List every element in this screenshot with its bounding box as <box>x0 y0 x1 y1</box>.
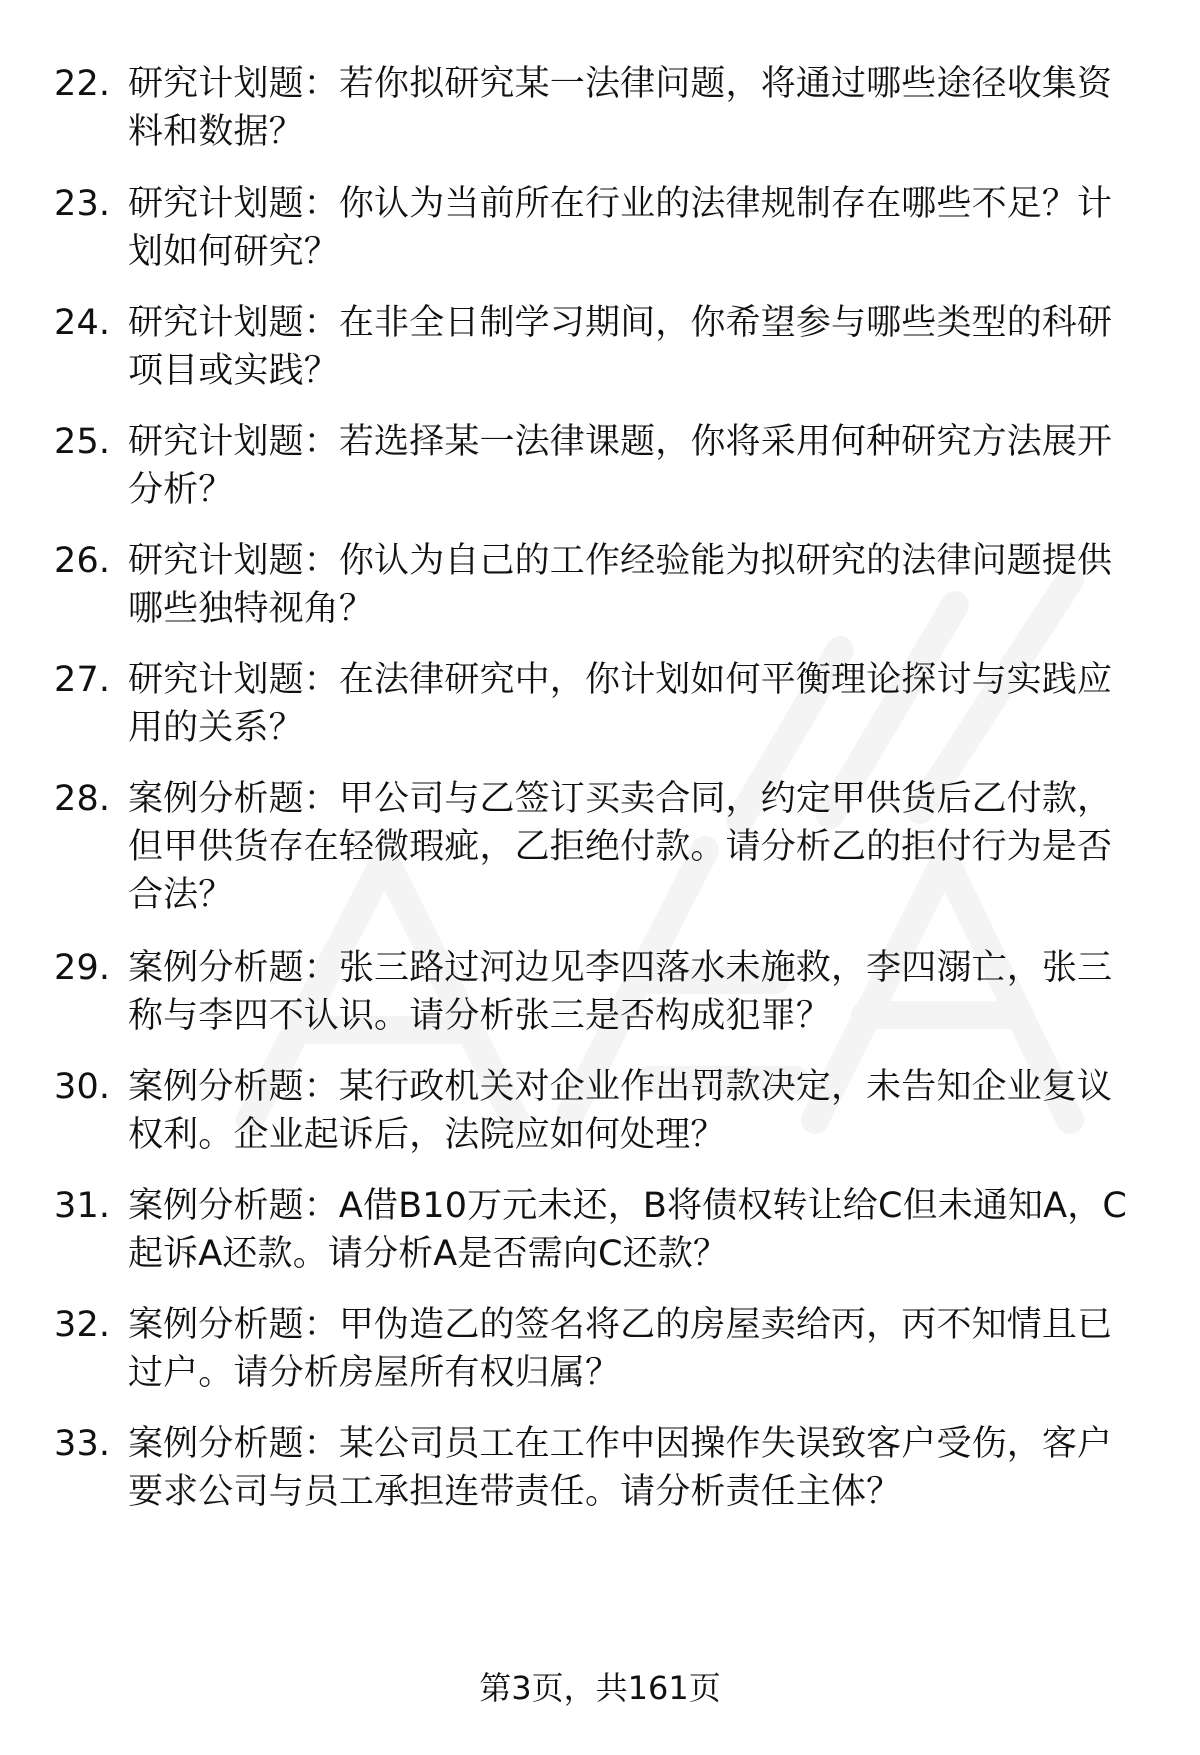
question-text <box>128 656 1138 752</box>
question-line: 研究计划题：若选择某一法律课题，你将采用何种研究方法展开 <box>128 422 1113 462</box>
question-line: 分析？ <box>128 470 234 510</box>
question-number: 30. <box>54 1067 111 1107</box>
question-line: 研究计划题：你认为当前所在行业的法律规制存在哪些不足？计 <box>128 184 1113 224</box>
question-number: 28. <box>54 779 111 819</box>
question-line: 案例分析题：甲伪造乙的签名将乙的房屋卖给丙，丙不知情且已 <box>128 1305 1113 1345</box>
question-text <box>128 299 1138 395</box>
question-line: 起诉A还款。请分析A是否需向C还款？ <box>128 1234 729 1274</box>
question-line: 案例分析题：某行政机关对企业作出罚款决定，未告知企业复议 <box>128 1067 1113 1107</box>
question-text <box>128 1420 1138 1516</box>
question-line: 案例分析题：某公司员工在工作中因操作失误致客户受伤，客户 <box>128 1424 1113 1464</box>
question-line: 研究计划题：若你拟研究某一法律问题，将通过哪些途径收集资 <box>128 64 1113 104</box>
question-number: 23. <box>54 184 111 224</box>
question-text <box>128 1182 1138 1278</box>
question-line: 用的关系？ <box>128 708 304 748</box>
question-line: 案例分析题：张三路过河边见李四落水未施救，李四溺亡，张三 <box>128 948 1113 988</box>
question-text <box>128 537 1138 633</box>
question-line: 划如何研究？ <box>128 232 339 272</box>
question-line: 要求公司与员工承担连带责任。请分析责任主体？ <box>128 1472 902 1512</box>
question-line: 研究计划题：在非全日制学习期间，你希望参与哪些类型的科研 <box>128 303 1113 343</box>
question-line: 权利。企业起诉后，法院应如何处理？ <box>128 1115 726 1155</box>
question-number: 22. <box>54 64 111 104</box>
question-text <box>128 944 1138 1040</box>
question-text <box>128 60 1138 156</box>
question-text <box>128 1301 1138 1397</box>
question-text <box>128 775 1138 919</box>
question-text <box>128 1063 1138 1159</box>
question-line: 研究计划题：你认为自己的工作经验能为拟研究的法律问题提供 <box>128 541 1113 581</box>
question-line: 过户。请分析房屋所有权归属？ <box>128 1353 621 1393</box>
question-line: 但甲供货存在轻微瑕疵，乙拒绝付款。请分析乙的拒付行为是否 <box>128 827 1113 867</box>
question-text <box>128 180 1138 276</box>
question-number: 33. <box>54 1424 111 1464</box>
question-number: 32. <box>54 1305 111 1345</box>
question-number: 24. <box>54 303 111 343</box>
question-number: 25. <box>54 422 111 462</box>
question-text <box>128 418 1138 514</box>
question-number: 29. <box>54 948 111 988</box>
page-footer: 第3页，共161页 <box>479 1669 721 1707</box>
question-line: 料和数据？ <box>128 112 304 152</box>
question-line: 哪些独特视角？ <box>128 589 375 629</box>
question-line: 研究计划题：在法律研究中，你计划如何平衡理论探讨与实践应 <box>128 660 1113 700</box>
question-line: 案例分析题：A借B10万元未还，B将债权转让给C但未通知A，C <box>128 1186 1127 1226</box>
question-line: 合法？ <box>128 875 234 915</box>
question-number: 27. <box>54 660 111 700</box>
question-line: 项目或实践？ <box>128 351 339 391</box>
question-line: 案例分析题：甲公司与乙签订买卖合同，约定甲供货后乙付款， <box>128 779 1113 819</box>
question-line: 称与李四不认识。请分析张三是否构成犯罪？ <box>128 996 832 1036</box>
question-number: 31. <box>54 1186 111 1226</box>
question-number: 26. <box>54 541 111 581</box>
